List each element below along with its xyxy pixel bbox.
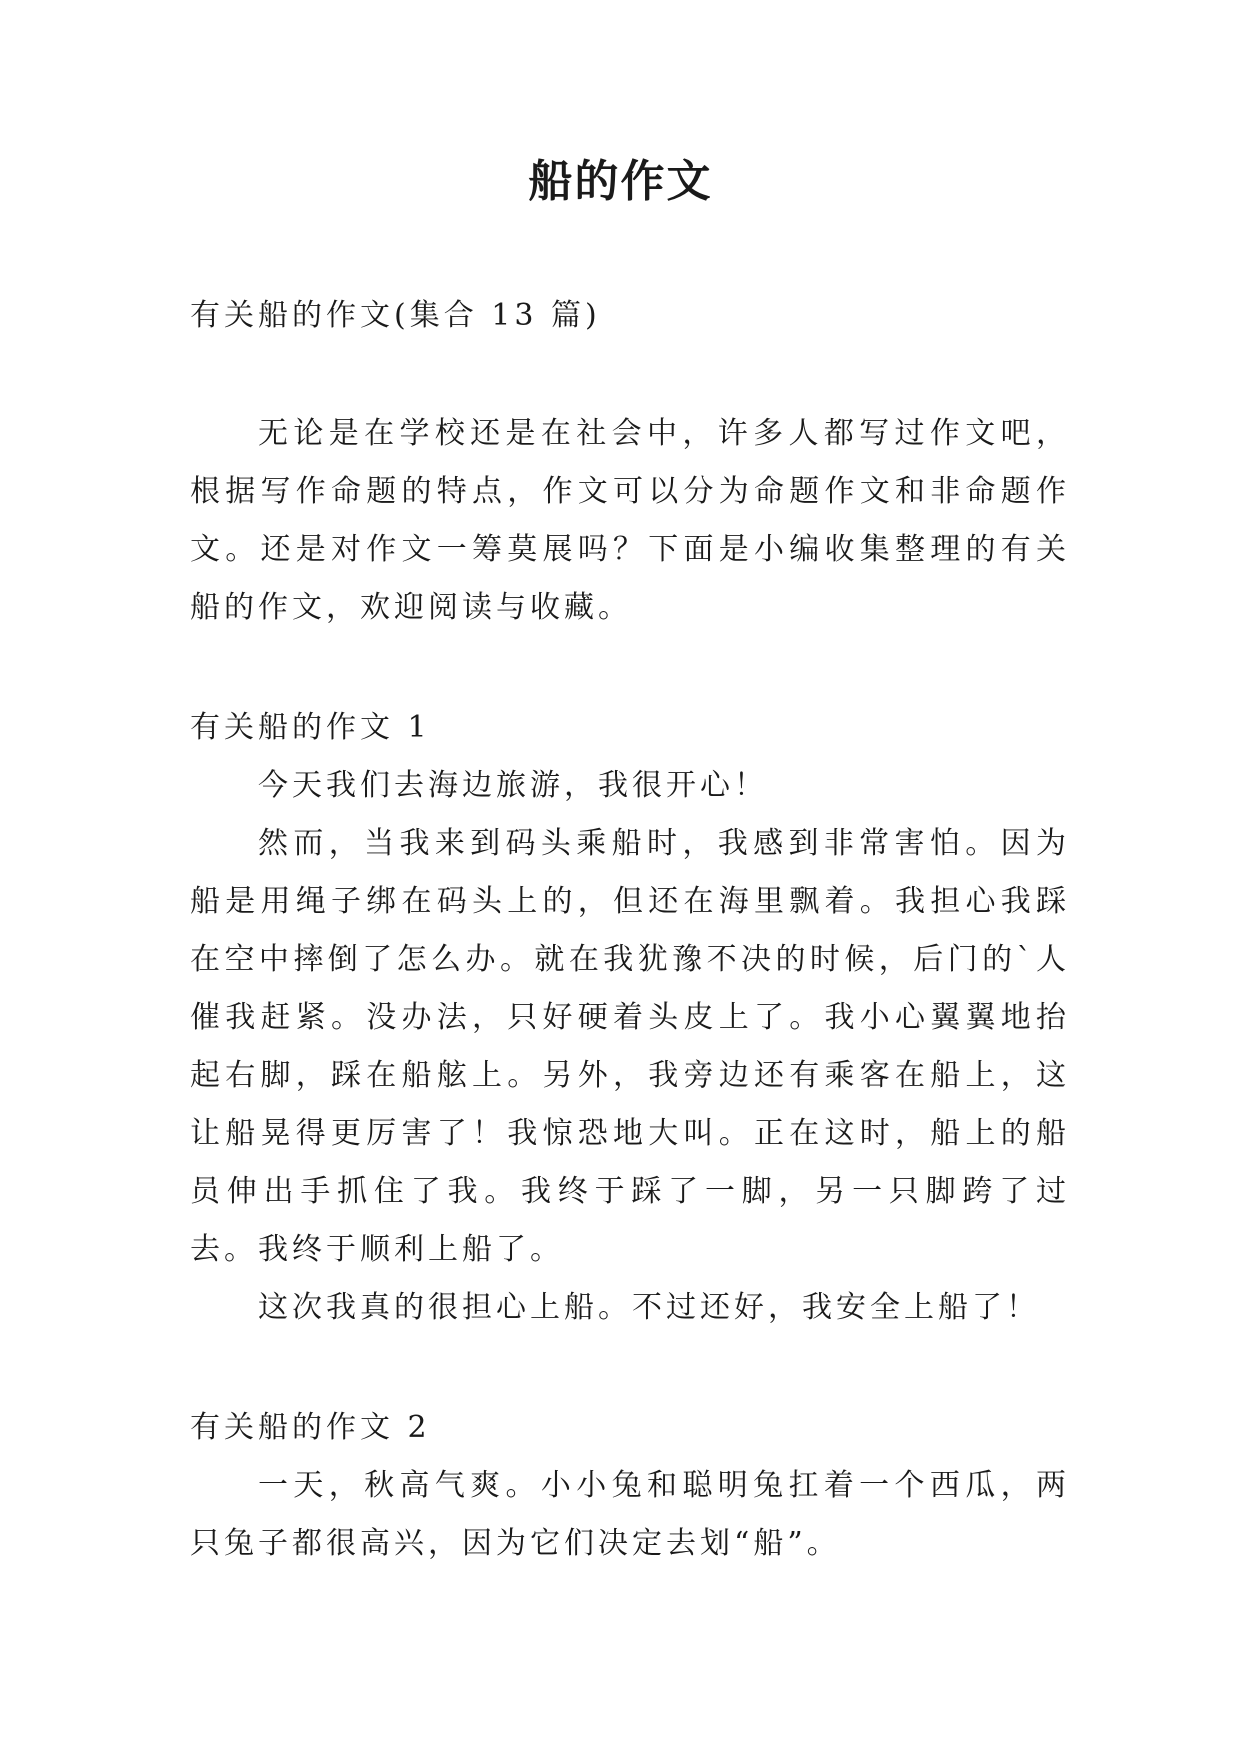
section-2-paragraph-1: 一天，秋高气爽。小小兔和聪明兔扛着一个西瓜，两只兔子都很高兴，因为它们决定去划“船”。 <box>190 1468 1070 1561</box>
section-1-paragraph-3: 这次我真的很担心上船。不过还好，我安全上船了！ <box>258 1290 1040 1325</box>
document-body <box>190 287 1070 1573</box>
document-subtitle: 有关船的作文(集合 13 篇) <box>190 298 601 333</box>
section-heading-2: 有关船的作文 2 <box>190 1410 431 1445</box>
document-title: 船的作文 <box>528 156 713 207</box>
section-heading-1: 有关船的作文 1 <box>190 710 431 745</box>
spacer <box>190 345 1070 405</box>
section-1-paragraph-1: 今天我们去海边旅游，我很开心！ <box>258 768 768 803</box>
section-1-paragraph-2: 然而，当我来到码头乘船时，我感到非常害怕。因为船是用绳子绑在码头上的，但还在海里飘着。我担心我踩在空中摔倒了怎么办。就在我犹豫不决的时候，后门的`人催我赶紧。没办法，只好硬着头皮上了。我小心翼翼地抬起右脚，踩在船舷上。另外，我旁边还有乘客在船上，这让船晃得更厉害了！我惊恐地大叫。正在这时，船上的船员伸出手抓住了我。我终于踩了一脚，另一只脚跨了过去。我终于顺利上船了。 <box>190 826 1070 1267</box>
intro-paragraph: 无论是在学校还是在社会中，许多人都写过作文吧，根据写作命题的特点，作文可以分为命题作文和非命题作文。还是对作文一筹莫展吗？下面是小编收集整理的有关船的作文，欢迎阅读与收藏。 <box>190 416 1070 625</box>
spacer <box>190 1337 1070 1399</box>
spacer <box>190 637 1070 699</box>
